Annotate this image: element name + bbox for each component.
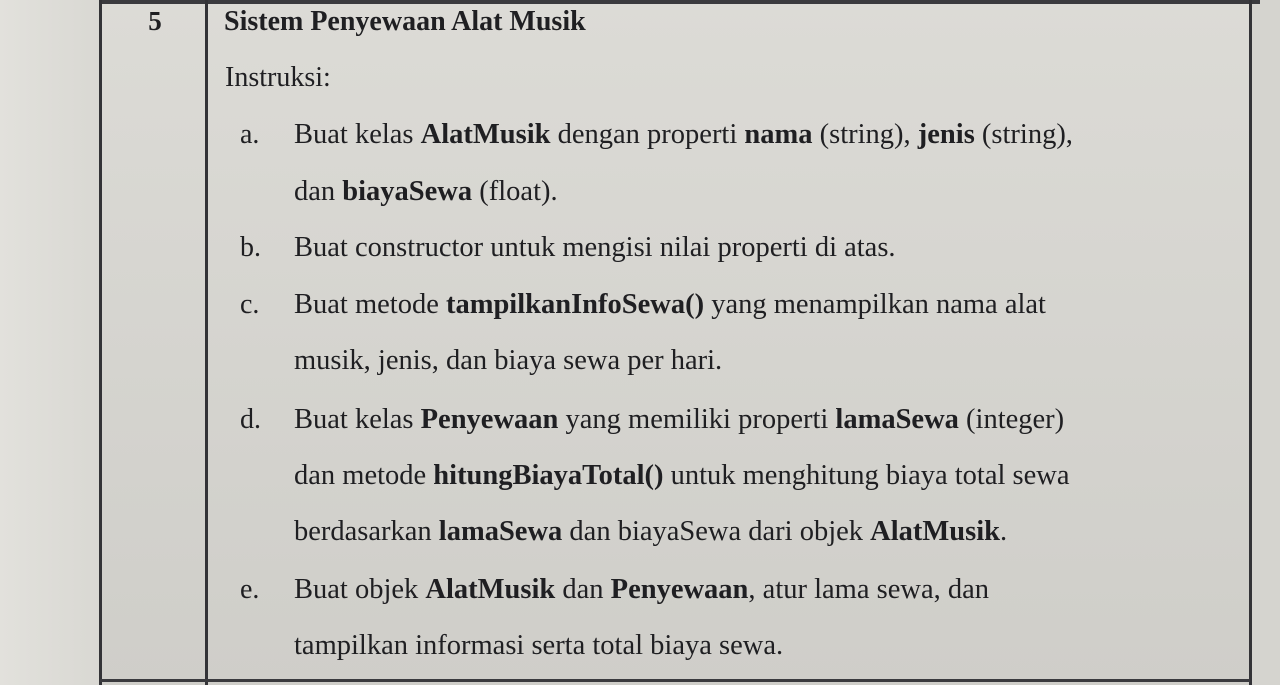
item-a-line-2: dan biayaSewa (float).	[294, 176, 558, 207]
row-number: 5	[148, 6, 162, 36]
item-b-line-1: Buat constructor untuk mengisi nilai properti di atas.	[294, 232, 896, 263]
item-e-line-1: Buat objek AlatMusik dan Penyewaan, atur lama sewa, dan	[294, 574, 989, 605]
task-title: Sistem Penyewaan Alat Musik	[224, 6, 586, 37]
item-c-line-1: Buat metode tampilkanInfoSewa() yang menampilkan nama alat	[294, 289, 1046, 320]
item-d-line-2: dan metode hitungBiayaTotal() untuk menghitung biaya total sewa	[294, 460, 1070, 491]
table-left-border	[99, 0, 102, 685]
item-a-letter: a.	[240, 119, 260, 150]
page-left-margin	[0, 0, 100, 685]
instructions-label: Instruksi:	[225, 62, 331, 93]
item-d-line-3: berdasarkan lamaSewa dan biayaSewa dari objek AlatMusik.	[294, 516, 1008, 547]
table-right-border	[1249, 0, 1252, 685]
page-right-margin	[1250, 0, 1280, 685]
item-d-letter: d.	[240, 404, 261, 435]
item-b-letter: b.	[240, 232, 261, 263]
item-e-letter: e.	[240, 574, 260, 605]
table-column-divider	[205, 0, 208, 685]
table-top-border	[100, 0, 1260, 4]
table-bottom-border	[100, 679, 1250, 682]
item-c-letter: c.	[240, 289, 260, 320]
item-e-line-2: tampilkan informasi serta total biaya sewa.	[294, 630, 784, 661]
item-d-line-1: Buat kelas Penyewaan yang memiliki properti lamaSewa (integer)	[294, 404, 1065, 435]
item-a-line-1: Buat kelas AlatMusik dengan properti nama (string), jenis (string),	[294, 119, 1073, 150]
item-c-line-2: musik, jenis, dan biaya sewa per hari.	[294, 345, 723, 376]
